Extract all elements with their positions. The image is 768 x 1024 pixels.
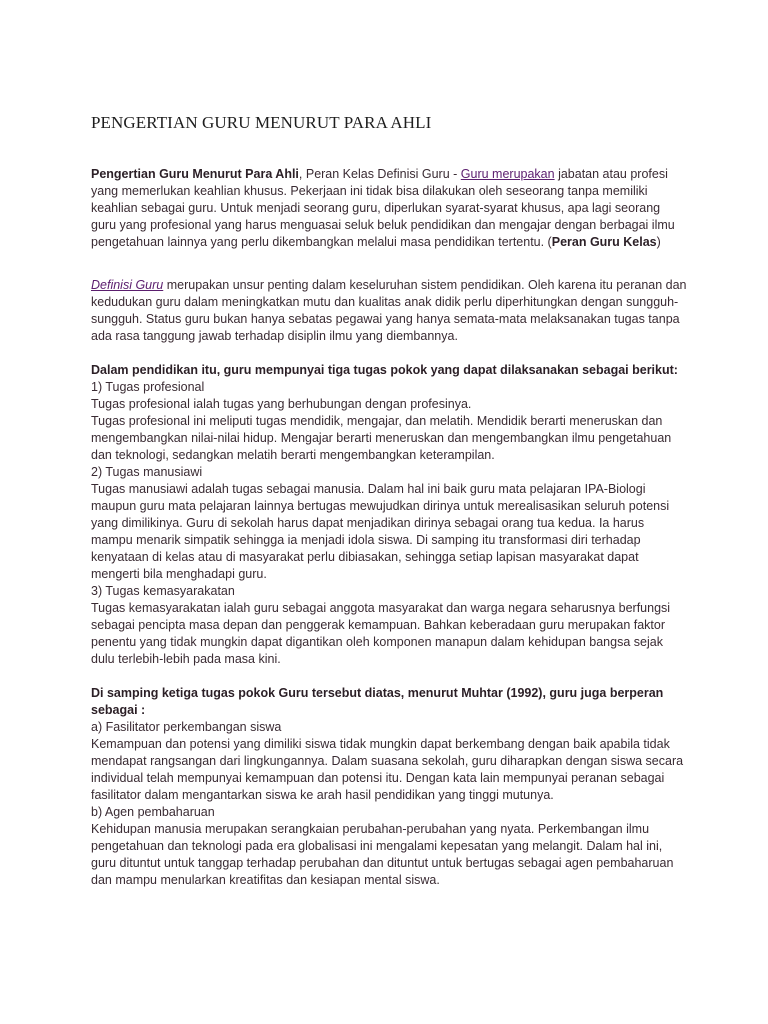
role-item-heading: a) Fasilitator perkembangan siswa (91, 720, 282, 734)
role-item-text: Kemampuan dan potensi yang dimiliki siswa tidak mungkin dapat berkembang dengan baik apabila tidak mendapat rangsangan dari lingkungannya. Dalam suasana sekolah, guru diharapkan dengan siswa secara individual telah mempunyai kemampuan dan potensi itu. Dengan kata lain mempunyai peranan sebagai fasilitator dalam mengantarkan siswa ke arah hasil pendidikan yang tinggi mutunya. (91, 737, 684, 802)
definition-body-text: merupakan unsur penting dalam keseluruhan sistem pendidikan. Oleh karena itu peranan dan kedudukan guru dalam meningkatkan mutu dan kualitas anak didik perlu diperhitungkan dengan sungguh-sungguh. Status guru bukan hanya sebatas pegawai yang hanya semata-mata melaksanakan tugas tanpa ada rasa tanggung jawab terhadap disiplin ilmu yang diembannya. (91, 278, 687, 343)
task-item-text: Tugas kemasyarakatan ialah guru sebagai anggota masyarakat dan warga negara seharusnya berfungsi sebagai pencipta masa depan dan penggerak kemampuan. Bahkan keberadaan guru merupakan faktor penentu yang tidak mungkin dapat digantikan oleh komponen manapun dalam kehidupan bangsa sejak dulu terlebih-lebih pada masa kini. (91, 601, 671, 666)
intro-lead-text: , Peran Kelas Definisi Guru - (298, 167, 461, 181)
roles-heading: Di samping ketiga tugas pokok Guru tersebut diatas, menurut Muhtar (1992), guru juga berperan sebagai : (91, 686, 664, 717)
task-item-text: Tugas profesional ini meliputi tugas mendidik, mengajar, dan melatih. Mendidik berarti meneruskan dan mengembangkan nilai-nilai hidup. Mengajar berarti meneruskan dan mengembangkan ilmu pengetahuan dan teknologi, sedangkan melatih berarti mengembangkan keterampilan. (91, 414, 672, 462)
page-title: PENGERTIAN GURU MENURUT PARA AHLI (91, 113, 432, 132)
role-item-heading: b) Agen pembaharuan (91, 805, 215, 819)
intro-lead-bold: Pengertian Guru Menurut Para Ahli (91, 167, 299, 181)
definition-paragraph (91, 277, 687, 345)
task-item-text: Tugas profesional ialah tugas yang berhubungan dengan profesinya. (91, 397, 472, 411)
intro-body-text: jabatan atau profesi yang memerlukan keahlian khusus. Pekerjaan ini tidak bisa dilakukan oleh seseorang tanpa memiliki keahlian sebagai guru. Untuk menjadi seorang guru, diperlukan syarat-syarat khusus, apa lagi seorang guru yang profesional yang harus menguasai seluk beluk pendidikan dan mengajar dengan berbagai ilmu pengetahuan lainnya yang perlu dikembangkan melalui masa pendidikan tertentu. ( (91, 167, 675, 249)
task-item-heading: 2) Tugas manusiawi (91, 465, 203, 479)
guru-merupakan-link[interactable]: Guru merupakan (460, 167, 555, 181)
spacer (91, 345, 687, 362)
intro-paragraph (91, 166, 687, 251)
spacer (91, 251, 687, 277)
definisi-guru-link[interactable]: Definisi Guru (91, 278, 164, 292)
intro-tail-text: ) (656, 235, 661, 249)
intro-tail-bold: Peran Guru Kelas (551, 235, 657, 249)
tasks-heading: Dalam pendidikan itu, guru mempunyai tiga tugas pokok yang dapat dilaksanakan sebagai berikut: (91, 363, 678, 377)
spacer (91, 668, 687, 685)
task-item-heading: 1) Tugas profesional (91, 380, 205, 394)
role-item-text: Kehidupan manusia merupakan serangkaian perubahan-perubahan yang nyata. Perkembangan ilmu pengetahuan dan teknologi pada era globalisasi ini mengalami kepesatan yang melangit. Dalam hal ini, guru dituntut untuk tanggap terhadap perubahan dan dituntut untuk bertugas sebagai agen pembaharuan dan mampu menularkan kreatifitas dan kesiapan mental siswa. (91, 822, 674, 887)
task-item-text: Tugas manusiawi adalah tugas sebagai manusia. Dalam hal ini baik guru mata pelajaran IPA-Biologi maupun guru mata pelajaran lainnya bertugas mewujudkan dirinya untuk merealisasikan seluruh potensi yang dimilikinya. Guru di sekolah harus dapat menjadikan dirinya sebagai orang tua kedua. Ia harus mampu menarik simpatik sehingga ia menjadi idola siswa. Di samping itu transformasi diri terhadap kenyataan di kelas atau di masyarakat perlu dibiasakan, sehingga setiap lapisan masyarakat dapat mengerti bila menghadapi guru. (91, 482, 670, 581)
article-body (91, 166, 687, 889)
task-item-heading: 3) Tugas kemasyarakatan (91, 584, 235, 598)
